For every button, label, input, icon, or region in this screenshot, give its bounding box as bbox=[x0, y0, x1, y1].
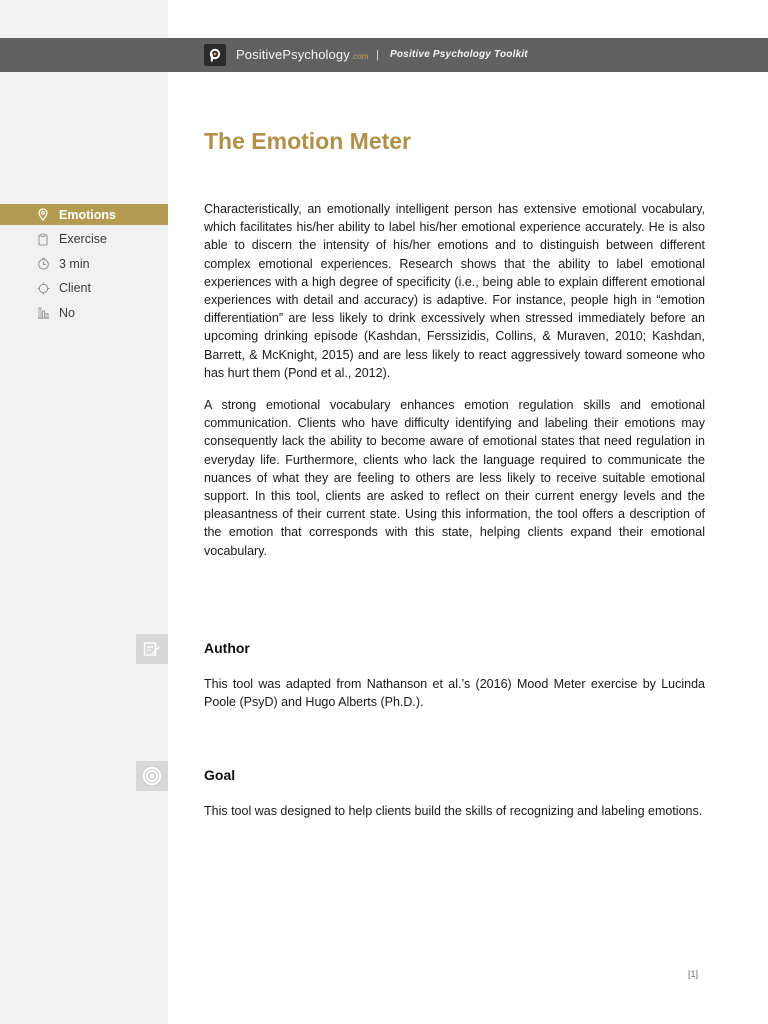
meta-item-duration bbox=[0, 253, 168, 274]
meta-item-label: 3 min bbox=[59, 256, 90, 271]
meta-item-label: Client bbox=[59, 281, 91, 295]
goal-text: This tool was designed to help clients build the skills of recognizing and labeling emotions. bbox=[204, 804, 703, 818]
brand-name[interactable] bbox=[236, 46, 369, 66]
meta-item-label: Exercise bbox=[59, 232, 107, 246]
target-icon bbox=[136, 761, 168, 791]
goal-heading: Goal bbox=[204, 767, 236, 783]
intro-paragraph-2: A strong emotional vocabulary enhances emotion regulation skills and emotional communication. Clients who have difficulty identifying and labeling their emotions may consequently lack the ability to become aware of emotional states that need regulation in everyday life. Furthermore, clients who lack the language required to communicate the nuances of what they are feeling to others are less likely to receive suitable emotional support. In this tool, clients are asked to reflect on their current energy levels and the pleasantness of their current state. Using this information, the tool offers a description of the emotion that corresponds with this state, helping clients expand their emotional vocabulary. bbox=[204, 398, 705, 558]
location-pin-icon bbox=[36, 208, 50, 222]
header-separator: | bbox=[376, 49, 379, 61]
meta-item-label: No bbox=[59, 305, 75, 320]
clipboard-icon bbox=[36, 232, 50, 246]
edit-note-icon bbox=[136, 634, 168, 664]
author-heading: Author bbox=[204, 640, 250, 656]
brand-name-text: PositivePsychology bbox=[236, 47, 350, 62]
page-title: The Emotion Meter bbox=[204, 128, 412, 154]
meta-list bbox=[0, 204, 168, 327]
intro-paragraph-1: Characteristically, an emotionally intelligent person has extensive emotional vocabulary, which facilitates his/her ability to label his/her emotional experience accurately. He is also able to discern the intensity of his/her emotions and to distinguish between different complex emotional experiences. Research shows that the ability to label emotional experiences with a high degree of specificity (i.e., being able to explain different emotional experiences with detail and accuracy) is adaptive. For instance, people high in “emotion differentiation” are less likely to drink excessively when stressed immediately before an upcoming drinking episode (Kashdan, Ferssizidis, Collins, & Muraven, 2010; Kashdan, Barrett, & McKnight, 2015) and are less likely to react aggressively toward someone who has hurt them (Pond et al., 2012). bbox=[204, 202, 705, 380]
toolkit-label: Positive Psychology Toolkit bbox=[390, 49, 528, 60]
meta-item-type bbox=[0, 229, 168, 250]
brand-suffix: .com bbox=[350, 52, 369, 61]
meta-item-category bbox=[0, 204, 168, 225]
brand-logo-icon[interactable] bbox=[204, 44, 226, 66]
meta-item-audience bbox=[0, 278, 168, 299]
stopwatch-icon bbox=[36, 257, 50, 271]
meta-item-scoring bbox=[0, 302, 168, 323]
footnote-marker: [1] bbox=[688, 969, 699, 979]
author-text: This tool was adapted from Nathanson et al.’s (2016) Mood Meter exercise by Lucinda Poole (PsyD) and Hugo Alberts (Ph.D.). bbox=[204, 677, 705, 710]
left-sidebar-background bbox=[0, 0, 168, 1024]
header-bar bbox=[0, 38, 768, 72]
bar-chart-icon bbox=[36, 306, 50, 320]
meta-item-label: Emotions bbox=[59, 207, 116, 222]
crosshair-icon bbox=[36, 281, 50, 295]
